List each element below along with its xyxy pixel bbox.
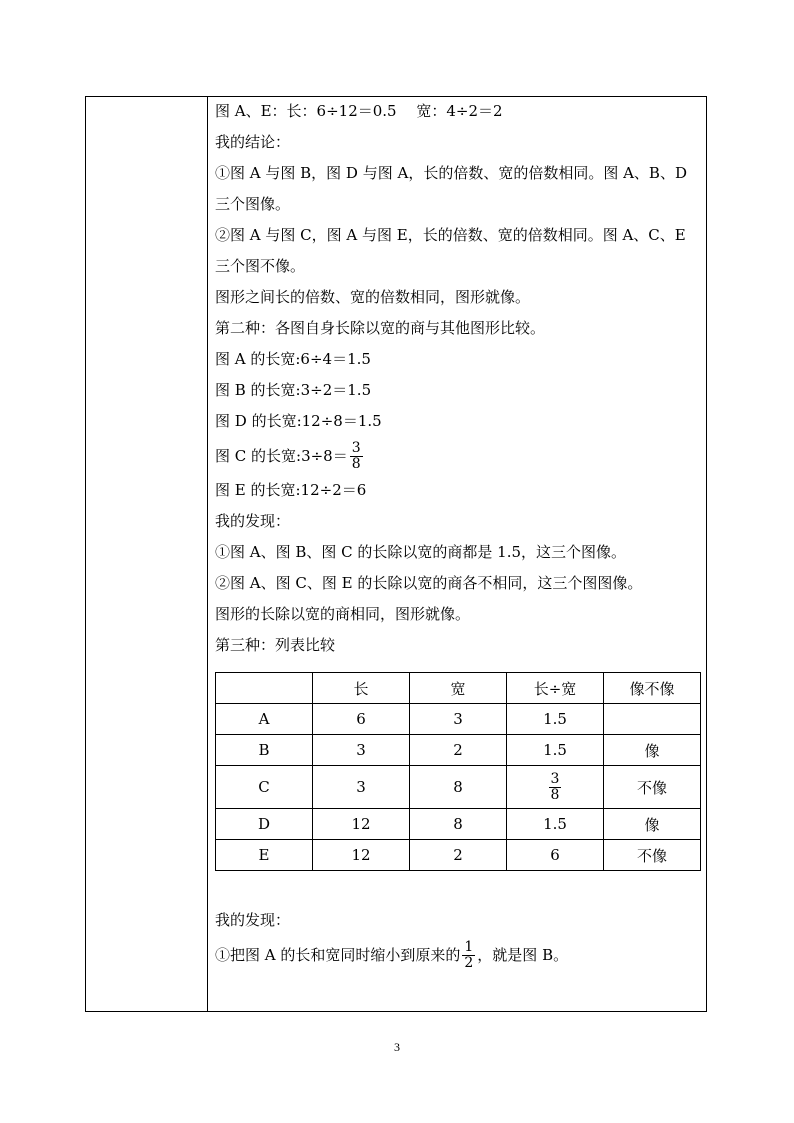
text-line: 第三种：列表比较 xyxy=(215,636,336,654)
fraction xyxy=(462,940,475,971)
table-cell: 8 xyxy=(410,766,507,809)
table-header-cell: 像不像 xyxy=(604,673,701,704)
fraction xyxy=(350,441,363,472)
table-cell: 不像 xyxy=(604,840,701,871)
text-paragraph: ①图 A 与图 B，图 D 与图 A，长的倍数、宽的倍数相同。图 A、B、D 三个图像。 xyxy=(215,164,687,213)
table-cell: 8 xyxy=(410,809,507,840)
table-header-cell: 长 xyxy=(313,673,410,704)
text-paragraph: ②图 A 与图 C，图 A 与图 E，长的倍数、宽的倍数相同。图 A、C、E 三个图不像。 xyxy=(215,226,686,275)
text-line: 图形之间长的倍数、宽的倍数相同，图形就像。 xyxy=(215,288,531,306)
column-divider xyxy=(207,96,208,1012)
table-row xyxy=(216,766,701,809)
fraction-denominator: 8 xyxy=(550,786,560,803)
table-row xyxy=(216,809,701,840)
text-line: 图 A、E：长：6÷12＝0.5 宽：4÷2＝2 xyxy=(215,102,503,120)
text-line: 图 B 的长宽:3÷2＝1.5 xyxy=(215,381,372,399)
fraction-numerator: 3 xyxy=(550,770,560,787)
fraction xyxy=(549,772,562,803)
text-line: 我的结论： xyxy=(215,133,291,151)
text-line: 图 D 的长宽:12÷8＝1.5 xyxy=(215,412,382,430)
finding-section xyxy=(215,905,703,974)
table-cell: E xyxy=(216,840,313,871)
fraction-denominator: 8 xyxy=(351,455,361,472)
text-line: 图 E 的长宽:12÷2＝6 xyxy=(215,481,367,499)
table-row xyxy=(216,704,701,735)
table-cell: 像 xyxy=(604,735,701,766)
table-cell: A xyxy=(216,704,313,735)
table-cell: 3 xyxy=(313,766,410,809)
table-cell: C xyxy=(216,766,313,809)
main-content xyxy=(215,96,703,661)
fraction-numerator: 1 xyxy=(464,938,474,955)
table-cell: 1.5 xyxy=(507,704,604,735)
table-cell: 12 xyxy=(313,809,410,840)
table-header-cell: 长÷宽 xyxy=(507,673,604,704)
table-row xyxy=(216,735,701,766)
text-fragment: ，就是图 B。 xyxy=(477,945,569,964)
text-line: 我的发现： xyxy=(215,512,291,530)
table-cell: 6 xyxy=(313,704,410,735)
table-cell: D xyxy=(216,809,313,840)
table-row xyxy=(216,840,701,871)
text-line: 图形的长除以宽的商相同，图形就像。 xyxy=(215,605,471,623)
table-cell: B xyxy=(216,735,313,766)
text-line: 第二种：各图自身长除以宽的商与其他图形比较。 xyxy=(215,319,546,337)
table-cell xyxy=(604,704,701,735)
table-cell: 12 xyxy=(313,840,410,871)
page-number: 3 xyxy=(394,1040,400,1054)
comparison-table xyxy=(215,672,701,871)
table-cell-fraction xyxy=(507,766,604,809)
text-fragment: ①把图 A 的长和宽同时缩小到原来的 xyxy=(215,945,461,964)
text-line: 图 A 的长宽:6÷4＝1.5 xyxy=(215,350,371,368)
table-cell: 2 xyxy=(410,840,507,871)
text-line-fraction xyxy=(215,437,703,475)
table-cell: 像 xyxy=(604,809,701,840)
table-cell: 2 xyxy=(410,735,507,766)
text-line: ②图 A、图 C、图 E 的长除以宽的商各不相同，这三个图图像。 xyxy=(215,574,643,592)
table-header-row xyxy=(216,673,701,704)
fraction-denominator: 2 xyxy=(464,954,474,971)
table-header-cell: 宽 xyxy=(410,673,507,704)
table-cell: 1.5 xyxy=(507,735,604,766)
table-cell: 3 xyxy=(313,735,410,766)
table-cell: 1.5 xyxy=(507,809,604,840)
text-line: ①图 A、图 B、图 C 的长除以宽的商都是 1.5，这三个图像。 xyxy=(215,543,627,561)
text-line-fraction xyxy=(215,936,703,974)
fraction-numerator: 3 xyxy=(351,439,361,456)
text-fragment: 图 C 的长宽:3÷8＝ xyxy=(215,446,348,465)
table-cell: 6 xyxy=(507,840,604,871)
table-cell: 不像 xyxy=(604,766,701,809)
text-line: 我的发现： xyxy=(215,911,291,929)
table-header-cell xyxy=(216,673,313,704)
table-cell: 3 xyxy=(410,704,507,735)
